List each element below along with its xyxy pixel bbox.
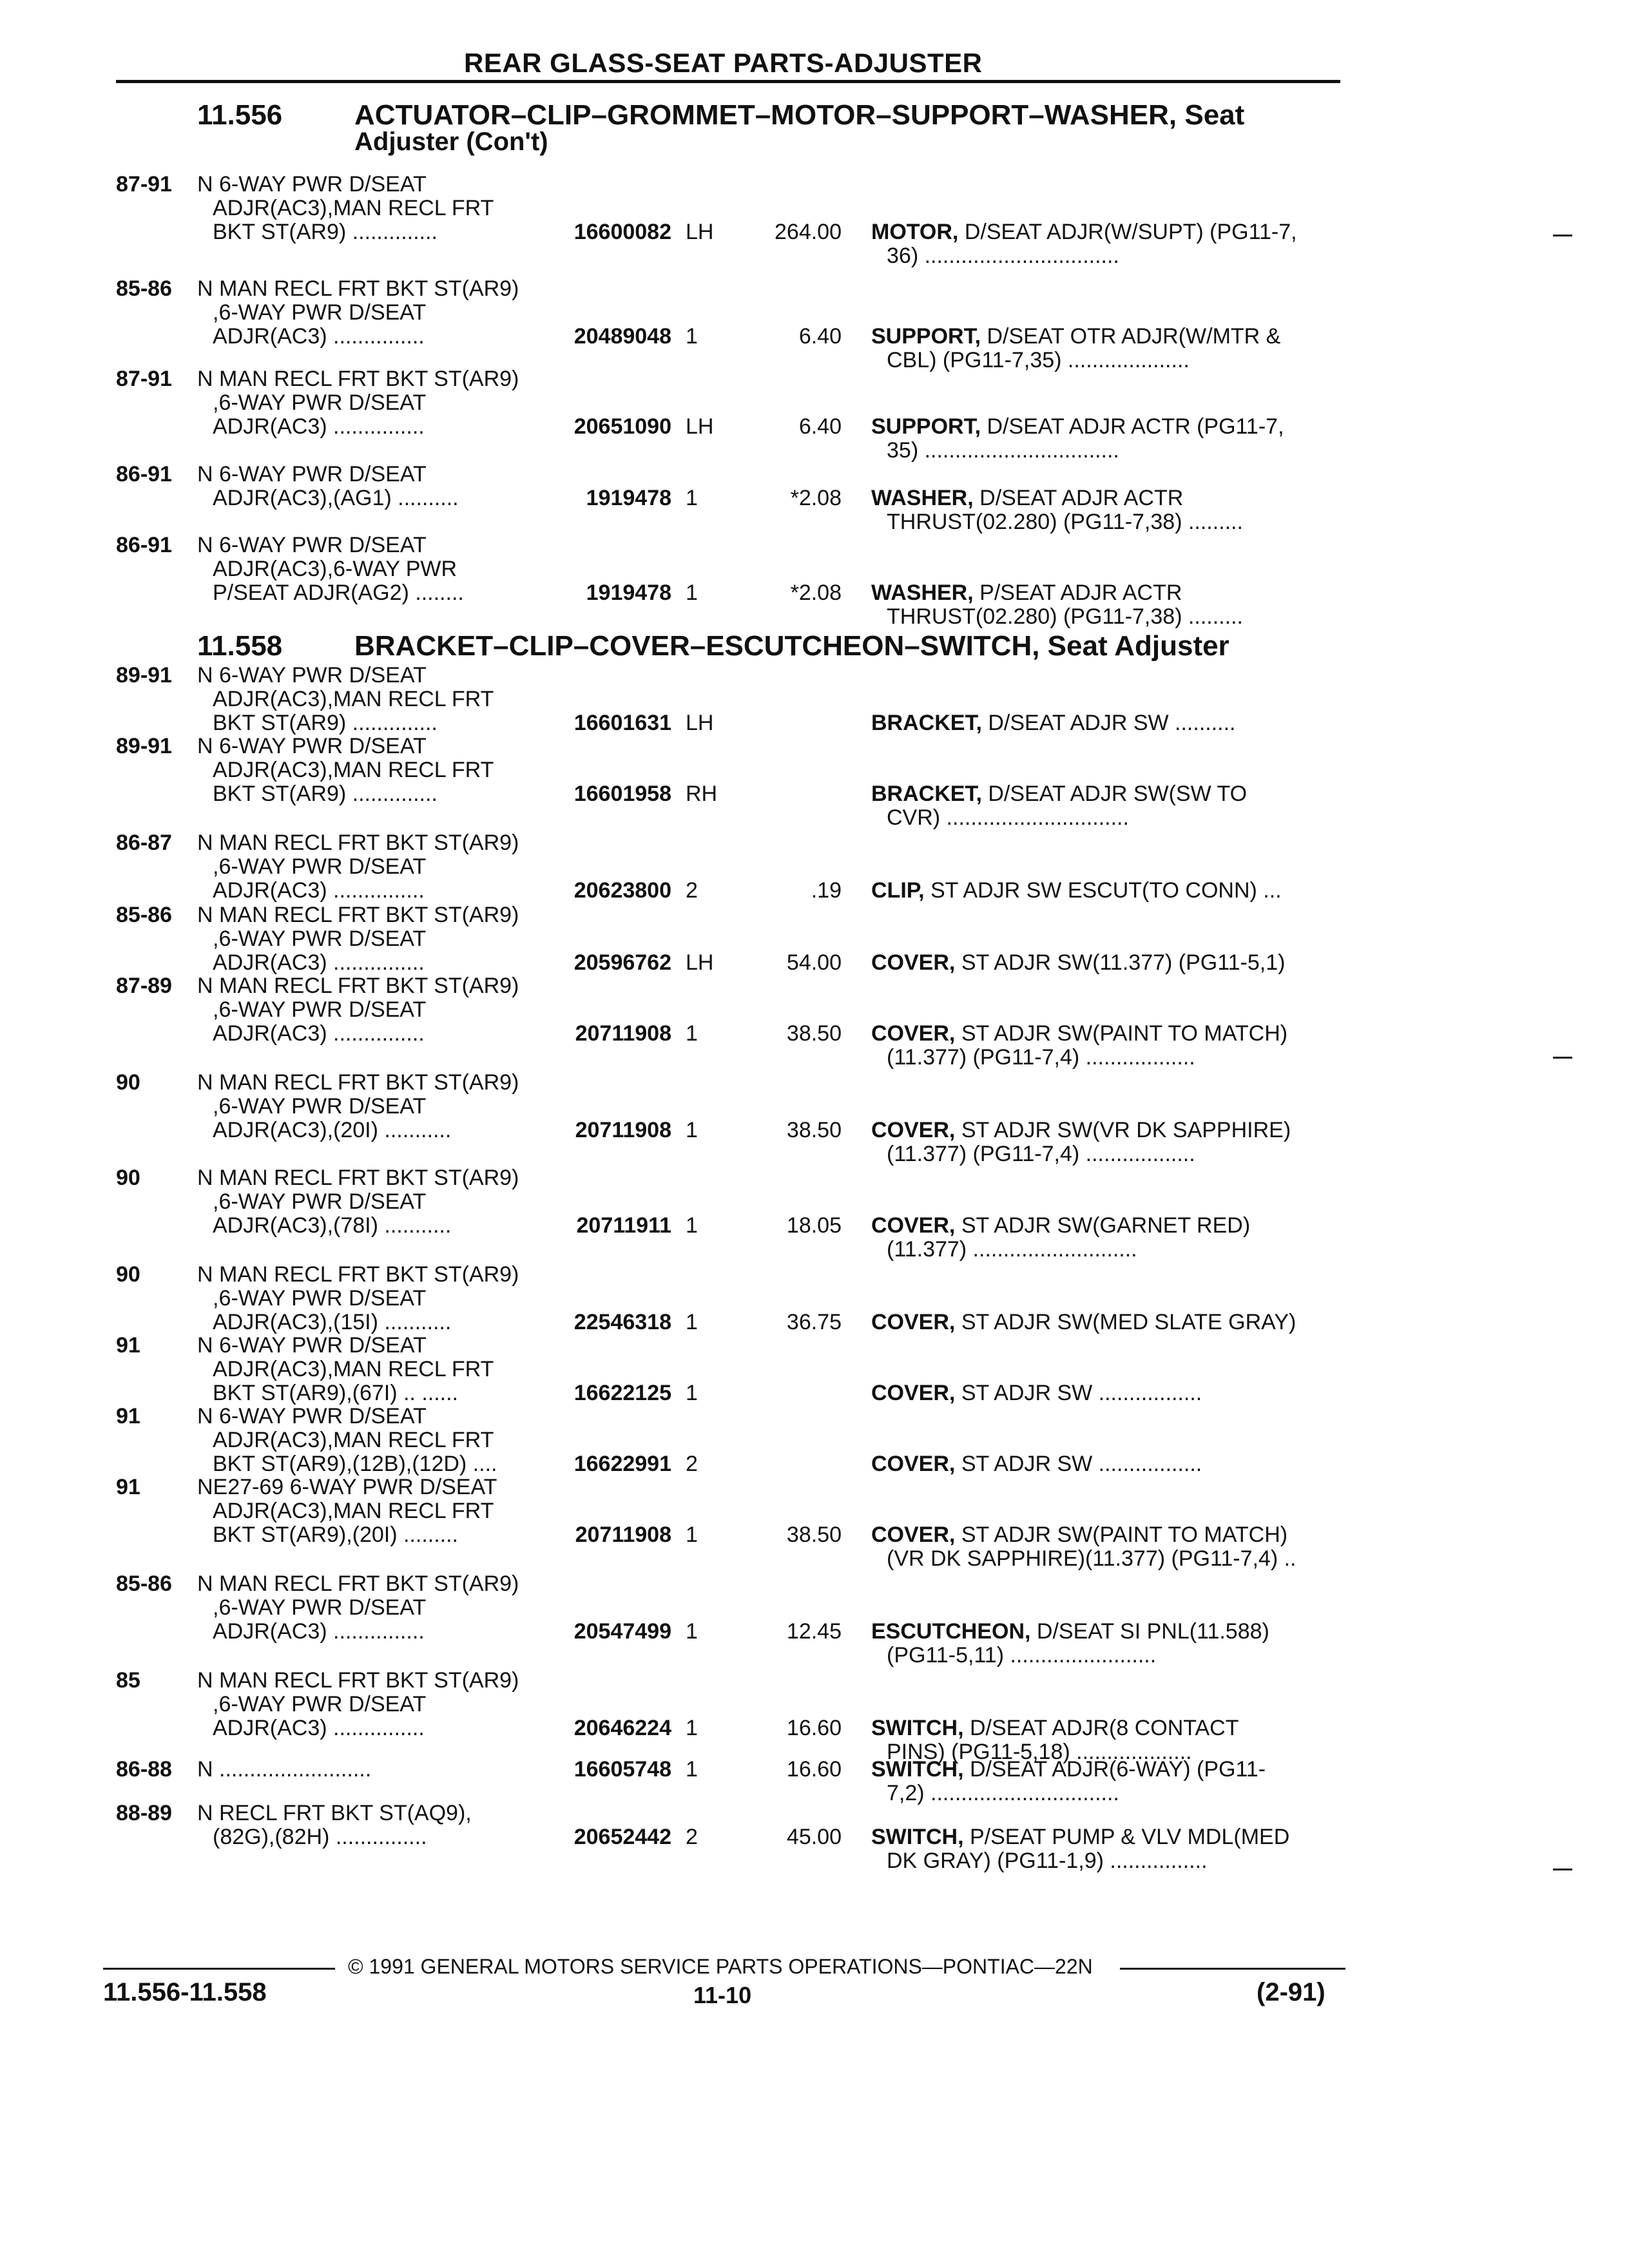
description-line: NE27-69 6-WAY PWR D/SEAT: [197, 1475, 497, 1499]
part-description-line: [871, 879, 1342, 903]
model-years: 85-86: [116, 276, 172, 301]
model-years: 91: [116, 1333, 140, 1358]
header-rule: [116, 80, 1340, 83]
description-line: N 6-WAY PWR D/SEAT: [197, 533, 427, 557]
part-description-line: [871, 782, 1342, 806]
part-description: [871, 325, 1342, 372]
part-name: SUPPORT,: [871, 415, 981, 439]
application-description: [197, 1802, 558, 1849]
description-line: N 6-WAY PWR D/SEAT: [197, 1404, 427, 1428]
section-title-continued: Adjuster (Con't): [354, 128, 548, 156]
part-description-line: [871, 486, 1342, 510]
price: 12.45: [786, 1619, 842, 1644]
part-number: 16605748: [574, 1757, 671, 1782]
part-description: [871, 1716, 1342, 1764]
part-name: COVER,: [871, 951, 956, 975]
part-description-line: [871, 1311, 1342, 1334]
description-line: N MAN RECL FRT BKT ST(AR9): [197, 1070, 519, 1095]
part-description: [871, 486, 1342, 534]
model-years: 87-89: [116, 974, 172, 998]
part-number: 16601631: [574, 711, 671, 735]
part-detail: D/SEAT ADJR SW ..........: [988, 711, 1236, 735]
part-description-line: (PG11-5,11) ........................: [887, 1644, 1157, 1667]
part-detail: D/SEAT ADJR(W/SUPT) (PG11-7,: [964, 220, 1297, 244]
quantity: RH: [686, 782, 718, 806]
part-description-line: [871, 581, 1342, 605]
part-name: WASHER,: [871, 581, 974, 605]
part-description: [871, 1214, 1342, 1262]
application-description: [197, 367, 558, 439]
part-name: COVER,: [871, 1452, 956, 1476]
part-description-line: [871, 1119, 1342, 1142]
application-description: [197, 974, 558, 1046]
description-line: N 6-WAY PWR D/SEAT: [197, 172, 427, 197]
part-name: COVER,: [871, 1381, 956, 1405]
part-description: [871, 1620, 1342, 1667]
part-detail: P/SEAT ADJR ACTR: [979, 581, 1182, 605]
model-years: 88-89: [116, 1801, 172, 1825]
part-name: WASHER,: [871, 486, 974, 510]
description-line: ADJR(AC3),MAN RECL FRT: [213, 1357, 494, 1381]
description-line: N 6-WAY PWR D/SEAT: [197, 663, 427, 687]
quantity: 2: [686, 1452, 698, 1476]
part-detail: D/SEAT SI PNL(11.588): [1036, 1620, 1269, 1644]
model-years: 87-91: [116, 367, 172, 391]
part-name: MOTOR,: [871, 220, 959, 244]
part-name: COVER,: [871, 1311, 956, 1334]
part-description-line: THRUST(02.280) (PG11-7,38) .........: [887, 605, 1243, 629]
part-description-line: [871, 1825, 1342, 1849]
part-description-line: (VR DK SAPPHIRE)(11.377) (PG11-7,4) ..: [887, 1547, 1296, 1571]
price: 6.40: [798, 414, 842, 439]
quantity: LH: [686, 414, 714, 439]
description-line: N MAN RECL FRT BKT ST(AR9): [197, 276, 519, 301]
application-description: [197, 1071, 558, 1142]
description-line: BKT ST(AR9) ..............: [213, 220, 438, 244]
section-number: 11.558: [197, 630, 283, 662]
part-number: 16622991: [574, 1452, 671, 1476]
application-description: [197, 1166, 558, 1238]
description-line: ADJR(AC3) ...............: [213, 1021, 425, 1046]
description-line: BKT ST(AR9) ..............: [213, 782, 438, 806]
section-number: 11.556: [197, 99, 283, 131]
part-description: [871, 1381, 1342, 1405]
part-description-line: 36) ................................: [887, 244, 1119, 268]
part-description: [871, 1119, 1342, 1166]
part-detail: D/SEAT ADJR ACTR: [979, 486, 1184, 510]
part-description-line: (11.377) (PG11-7,4) ..................: [887, 1142, 1195, 1166]
part-description-line: 7,2) ...............................: [887, 1782, 1119, 1805]
part-detail: ST ADJR SW(VR DK SAPPHIRE): [961, 1119, 1291, 1142]
quantity: 1: [686, 1381, 698, 1405]
application-description: [197, 1669, 558, 1740]
part-detail: D/SEAT ADJR(8 CONTACT: [970, 1716, 1239, 1740]
description-line: N MAN RECL FRT BKT ST(AR9): [197, 1262, 519, 1287]
part-description-line: [871, 1620, 1342, 1644]
description-line: BKT ST(AR9),(12B),(12D) ....: [213, 1452, 497, 1476]
description-line: N MAN RECL FRT BKT ST(AR9): [197, 1166, 519, 1190]
quantity: LH: [686, 711, 714, 735]
description-line: ADJR(AC3),(20I) ...........: [213, 1118, 452, 1142]
margin-tick: [1553, 1057, 1572, 1059]
part-number: 22546318: [574, 1310, 671, 1334]
description-line: ADJR(AC3),MAN RECL FRT: [213, 758, 494, 782]
application-description: [197, 1263, 558, 1334]
quantity: 1: [686, 486, 698, 510]
model-years: 91: [116, 1475, 140, 1499]
application-description: [197, 1405, 558, 1476]
model-years: 90: [116, 1070, 140, 1095]
price: 38.50: [786, 1118, 842, 1142]
part-description-line: PINS) (PG11-5,18) ...................: [887, 1740, 1192, 1764]
part-description: [871, 415, 1342, 463]
model-years: 85-86: [116, 1571, 172, 1596]
part-description-line: [871, 325, 1342, 349]
description-line: N MAN RECL FRT BKT ST(AR9): [197, 1571, 519, 1596]
footer-copyright: © 1991 GENERAL MOTORS SERVICE PARTS OPERATIONS—PONTIAC—22N: [348, 1955, 1093, 1978]
part-description: [871, 951, 1342, 975]
application-description: [197, 173, 558, 244]
model-years: 91: [116, 1404, 140, 1428]
quantity: 1: [686, 324, 698, 349]
part-description-line: [871, 415, 1342, 439]
model-years: 89-91: [116, 734, 172, 758]
quantity: 1: [686, 1118, 698, 1142]
part-name: SWITCH,: [871, 1758, 964, 1782]
part-description: [871, 1452, 1342, 1476]
part-detail: ST ADJR SW .................: [961, 1381, 1202, 1405]
price: 38.50: [786, 1523, 842, 1547]
quantity: 1: [686, 1523, 698, 1547]
part-number: 20489048: [574, 324, 671, 349]
part-description-line: [871, 1022, 1342, 1046]
part-number: 20711908: [575, 1021, 671, 1046]
part-description-line: [871, 711, 1342, 735]
description-line: ,6-WAY PWR D/SEAT: [213, 390, 427, 415]
part-name: SWITCH,: [871, 1825, 964, 1849]
model-years: 86-91: [116, 462, 172, 486]
application-description: [197, 1758, 558, 1782]
model-years: 90: [116, 1262, 140, 1287]
description-line: ,6-WAY PWR D/SEAT: [213, 854, 427, 879]
part-description-line: [871, 1214, 1342, 1238]
part-detail: ST ADJR SW(MED SLATE GRAY): [961, 1311, 1296, 1334]
part-number: 16600082: [574, 220, 671, 244]
part-number: 1919478: [586, 581, 671, 605]
price: 54.00: [786, 950, 842, 975]
part-description: [871, 1758, 1342, 1805]
part-detail: D/SEAT ADJR ACTR (PG11-7,: [987, 415, 1284, 439]
part-description: [871, 711, 1342, 735]
price: .19: [811, 878, 842, 903]
part-description-line: (11.377) ...........................: [887, 1238, 1137, 1262]
part-description: [871, 1523, 1342, 1571]
part-description: [871, 879, 1342, 903]
price: 6.40: [798, 324, 842, 349]
part-description-line: 35) ................................: [887, 439, 1119, 463]
description-line: ,6-WAY PWR D/SEAT: [213, 1189, 427, 1214]
application-description: [197, 277, 558, 349]
part-name: COVER,: [871, 1119, 956, 1142]
margin-tick: [1553, 1869, 1572, 1870]
description-line: ,6-WAY PWR D/SEAT: [213, 1692, 427, 1716]
part-detail: ST ADJR SW(11.377) (PG11-5,1): [961, 951, 1286, 975]
price: *2.08: [790, 486, 842, 510]
description-line: ADJR(AC3) ...............: [213, 878, 425, 903]
model-years: 89-91: [116, 663, 172, 687]
part-name: SUPPORT,: [871, 325, 981, 349]
part-detail: ST ADJR SW(PAINT TO MATCH): [961, 1022, 1288, 1046]
part-description-line: (11.377) (PG11-7,4) ..................: [887, 1046, 1195, 1070]
application-description: [197, 1334, 558, 1405]
description-line: N MAN RECL FRT BKT ST(AR9): [197, 367, 519, 391]
model-years: 87-91: [116, 172, 172, 197]
part-detail: P/SEAT PUMP & VLV MDL(MED: [970, 1825, 1290, 1849]
quantity: 2: [686, 878, 698, 903]
part-description-line: CBL) (PG11-7,35) ....................: [887, 349, 1190, 372]
part-name: SWITCH,: [871, 1716, 964, 1740]
application-description: [197, 735, 558, 806]
description-line: BKT ST(AR9),(20I) .........: [213, 1523, 459, 1547]
quantity: 1: [686, 1757, 698, 1782]
part-detail: ST ADJR SW ESCUT(TO CONN) ...: [930, 879, 1282, 903]
application-description: [197, 664, 558, 735]
description-line: ,6-WAY PWR D/SEAT: [213, 1094, 427, 1119]
description-line: ADJR(AC3),MAN RECL FRT: [213, 1499, 494, 1523]
model-years: 85: [116, 1668, 140, 1693]
part-number: 20646224: [574, 1716, 671, 1740]
description-line: ADJR(AC3) ...............: [213, 1716, 425, 1740]
quantity: LH: [686, 950, 714, 975]
description-line: ADJR(AC3),(78I) ...........: [213, 1213, 452, 1238]
part-name: COVER,: [871, 1214, 956, 1238]
part-description: [871, 1311, 1342, 1334]
part-name: COVER,: [871, 1022, 956, 1046]
quantity: 1: [686, 581, 698, 605]
footer-date: (2-91): [1257, 1978, 1325, 2006]
description-line: ADJR(AC3) ...............: [213, 414, 425, 439]
part-detail: D/SEAT ADJR SW(SW TO: [988, 782, 1248, 806]
part-description: [871, 1825, 1342, 1873]
description-line: ,6-WAY PWR D/SEAT: [213, 300, 427, 325]
description-line: ADJR(AC3),(AG1) ..........: [213, 486, 459, 510]
description-line: (82G),(82H) ...............: [213, 1825, 427, 1849]
part-name: COVER,: [871, 1523, 956, 1547]
price: 38.50: [786, 1021, 842, 1046]
description-line: P/SEAT ADJR(AG2) ........: [213, 581, 464, 605]
description-line: ,6-WAY PWR D/SEAT: [213, 1595, 427, 1620]
description-line: ,6-WAY PWR D/SEAT: [213, 1286, 427, 1311]
description-line: ADJR(AC3),MAN RECL FRT: [213, 687, 494, 711]
part-description: [871, 782, 1342, 830]
part-description: [871, 220, 1342, 268]
description-line: ,6-WAY PWR D/SEAT: [213, 927, 427, 951]
application-description: [197, 1475, 558, 1547]
description-line: ADJR(AC3),MAN RECL FRT: [213, 196, 494, 220]
application-description: [197, 831, 558, 903]
quantity: 1: [686, 1619, 698, 1644]
part-description-line: [871, 1452, 1342, 1476]
part-description: [871, 1022, 1342, 1070]
description-line: N .........................: [197, 1757, 372, 1782]
description-line: ADJR(AC3),(15I) ...........: [213, 1310, 452, 1334]
description-line: N MAN RECL FRT BKT ST(AR9): [197, 831, 519, 855]
description-line: N 6-WAY PWR D/SEAT: [197, 462, 427, 486]
part-number: 20547499: [574, 1619, 671, 1644]
model-years: 86-91: [116, 533, 172, 557]
description-line: N MAN RECL FRT BKT ST(AR9): [197, 1668, 519, 1693]
application-description: [197, 533, 558, 605]
quantity: 1: [686, 1310, 698, 1334]
model-years: 90: [116, 1166, 140, 1190]
part-name: BRACKET,: [871, 782, 982, 806]
model-years: 85-86: [116, 903, 172, 927]
part-detail: D/SEAT OTR ADJR(W/MTR &: [987, 325, 1281, 349]
part-number: 16622125: [574, 1381, 671, 1405]
part-description-line: [871, 1716, 1342, 1740]
part-number: 20652442: [574, 1825, 671, 1849]
description-line: N 6-WAY PWR D/SEAT: [197, 734, 427, 758]
model-years: 86-88: [116, 1757, 172, 1782]
part-detail: D/SEAT ADJR(6-WAY) (PG11-: [970, 1758, 1266, 1782]
part-description-line: [871, 1758, 1342, 1782]
description-line: ADJR(AC3) ...............: [213, 1619, 425, 1644]
part-number: 20596762: [574, 950, 671, 975]
price: *2.08: [790, 581, 842, 605]
price: 45.00: [786, 1825, 842, 1849]
price: 16.60: [786, 1757, 842, 1782]
quantity: 1: [686, 1716, 698, 1740]
part-description-line: THRUST(02.280) (PG11-7,38) .........: [887, 510, 1243, 534]
description-line: BKT ST(AR9) ..............: [213, 711, 438, 735]
description-line: BKT ST(AR9),(67I) .. ......: [213, 1381, 459, 1405]
part-name: BRACKET,: [871, 711, 982, 735]
section-title: ACTUATOR–CLIP–GROMMET–MOTOR–SUPPORT–WASHER, Seat: [354, 99, 1245, 131]
description-line: ADJR(AC3),MAN RECL FRT: [213, 1428, 494, 1452]
description-line: ADJR(AC3) ...............: [213, 324, 425, 349]
part-description: [871, 581, 1342, 629]
page-title: REAR GLASS-SEAT PARTS-ADJUSTER: [464, 48, 983, 78]
part-number: 20711908: [575, 1118, 671, 1142]
description-line: N MAN RECL FRT BKT ST(AR9): [197, 974, 519, 998]
part-description-line: DK GRAY) (PG11-1,9) ................: [887, 1849, 1208, 1873]
footer-page-number: 11-10: [693, 1982, 752, 2008]
description-line: ,6-WAY PWR D/SEAT: [213, 997, 427, 1022]
price: 18.05: [786, 1213, 842, 1238]
description-line: N RECL FRT BKT ST(AQ9),: [197, 1801, 472, 1825]
part-detail: ST ADJR SW(GARNET RED): [961, 1214, 1251, 1238]
quantity: 1: [686, 1021, 698, 1046]
description-line: ADJR(AC3) ...............: [213, 950, 425, 975]
application-description: [197, 463, 558, 510]
section-title: BRACKET–CLIP–COVER–ESCUTCHEON–SWITCH, Seat Adjuster: [354, 630, 1229, 662]
part-description-line: [871, 951, 1342, 975]
part-description-line: [871, 220, 1342, 244]
model-years: 86-87: [116, 831, 172, 855]
part-number: 1919478: [586, 486, 671, 510]
part-number: 20711911: [576, 1213, 671, 1238]
part-number: 20623800: [574, 878, 671, 903]
description-line: N MAN RECL FRT BKT ST(AR9): [197, 903, 519, 927]
part-description-line: [871, 1523, 1342, 1547]
price: 36.75: [786, 1310, 842, 1334]
margin-tick: [1553, 235, 1572, 236]
price: 264.00: [775, 220, 842, 244]
application-description: [197, 1572, 558, 1644]
footer-rule-right: [1120, 1968, 1345, 1970]
part-name: ESCUTCHEON,: [871, 1620, 1031, 1644]
part-number: 16601958: [574, 782, 671, 806]
part-name: CLIP,: [871, 879, 925, 903]
description-line: N 6-WAY PWR D/SEAT: [197, 1333, 427, 1358]
quantity: LH: [686, 220, 714, 244]
part-number: 20651090: [574, 414, 671, 439]
application-description: [197, 903, 558, 975]
part-description-line: [871, 1381, 1342, 1405]
part-detail: ST ADJR SW .................: [961, 1452, 1202, 1476]
part-description-line: CVR) ..............................: [887, 806, 1129, 830]
footer-section-range: 11.556-11.558: [103, 1978, 267, 2006]
description-line: ADJR(AC3),6-WAY PWR: [213, 557, 458, 581]
quantity: 1: [686, 1213, 698, 1238]
quantity: 2: [686, 1825, 698, 1849]
part-detail: ST ADJR SW(PAINT TO MATCH): [961, 1523, 1288, 1547]
part-number: 20711908: [575, 1523, 671, 1547]
footer-rule-left: [103, 1968, 335, 1970]
price: 16.60: [786, 1716, 842, 1740]
